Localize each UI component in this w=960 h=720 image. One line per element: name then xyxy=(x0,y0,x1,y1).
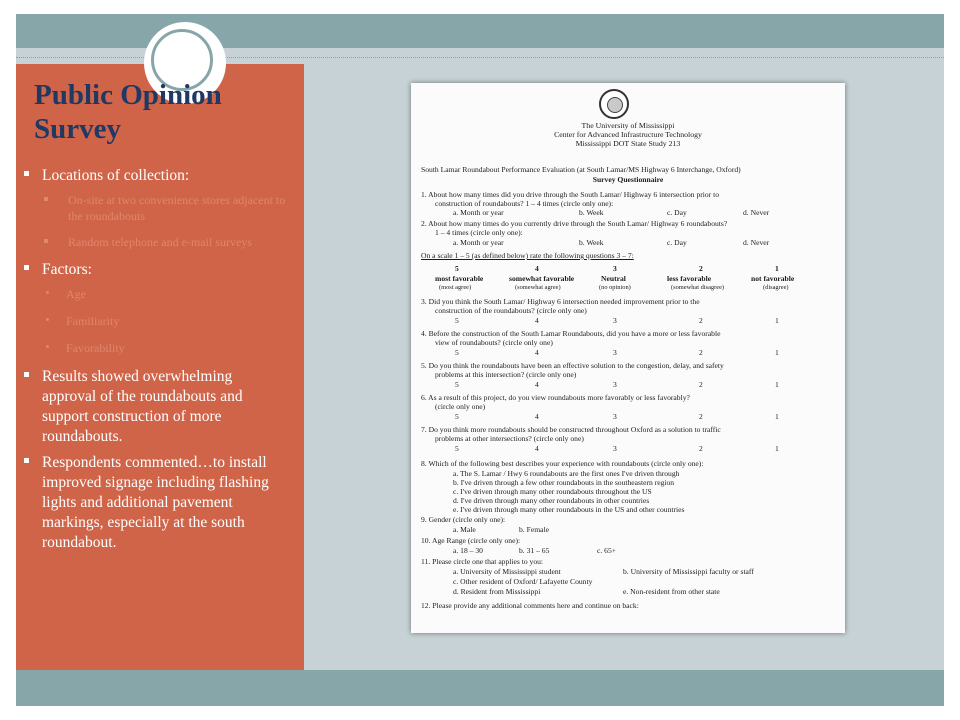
bullet-marker xyxy=(24,265,29,270)
question-text: view of roundabouts? (circle only one) xyxy=(435,338,553,347)
scale-sublabel: (most agree) xyxy=(439,284,472,291)
scale-number: 2 xyxy=(699,348,703,357)
sub-bullet: On-site at two convenience stores adjacent to the roundabouts xyxy=(24,192,286,224)
bullet-marker xyxy=(24,171,29,176)
scale-number: 4 xyxy=(535,316,539,325)
question-text: construction of roundabouts? 1 – 4 times (circle only one): xyxy=(435,199,614,208)
question-text: 11. Please circle one that applies to you: xyxy=(421,557,544,566)
bullet-respondents: Respondents commented…to install improved signage including flashing lights and additional pavement markings, especially at the south roundabout. xyxy=(24,453,286,553)
scale-sublabel: (somewhat disagree) xyxy=(671,284,725,291)
question-text: 7. Do you think more roundabouts should be constructed throughout Oxford as a solution to traffic xyxy=(421,425,721,434)
option: b. Week xyxy=(579,238,604,247)
option: d. I've driven through many other roundabouts in other countries xyxy=(453,496,650,505)
scale-sublabel: (somewhat agree) xyxy=(515,284,561,291)
option: a. Month or year xyxy=(453,208,504,217)
option: a. 18 – 30 xyxy=(453,546,483,555)
option: a. University of Mississippi student xyxy=(453,567,561,576)
scale-number: 2 xyxy=(699,264,703,273)
bullet-marker xyxy=(46,291,49,294)
option: c. Day xyxy=(667,238,687,247)
option: a. The S. Lamar / Hwy 6 roundabouts are the first ones I've driven through xyxy=(453,469,680,478)
scale-number: 1 xyxy=(775,348,779,357)
bullet-marker xyxy=(46,345,49,348)
bullet-results: Results showed overwhelming approval of the roundabouts and support construction of more roundabouts. xyxy=(24,367,286,447)
bullet-marker xyxy=(24,372,29,377)
scale-number: 5 xyxy=(455,264,459,273)
slide-title: Public Opinion Survey xyxy=(34,79,222,145)
question-text: 1. About how many times did you drive through the South Lamar/ Highway 6 intersection prior to xyxy=(421,190,720,199)
question-text: 10. Age Range (circle only one): xyxy=(421,536,521,545)
question-text: 8. Which of the following best describes your experience with roundabouts (circle only one): xyxy=(421,459,704,468)
scale-number: 4 xyxy=(535,444,539,453)
scale-label: somewhat favorable xyxy=(509,274,575,283)
option: b. 31 – 65 xyxy=(519,546,550,555)
scale-label: Neutral xyxy=(601,274,626,283)
bullet-marker xyxy=(24,458,29,463)
scale-intro: On a scale 1 – 5 (as defined below) rate the following questions 3 – 7: xyxy=(421,251,634,260)
scale-number: 5 xyxy=(455,444,459,453)
scale-number: 2 xyxy=(699,444,703,453)
question-text: problems at other intersections? (circle only one) xyxy=(435,434,584,443)
scale-number: 3 xyxy=(613,348,617,357)
scale-sublabel: (no opinion) xyxy=(599,284,631,291)
scale-number: 2 xyxy=(699,380,703,389)
option: c. Other resident of Oxford/ Lafayette County xyxy=(453,577,593,586)
scale-number: 5 xyxy=(455,316,459,325)
option: e. Non-resident from other state xyxy=(623,587,720,596)
scale-number: 1 xyxy=(775,380,779,389)
option: c. I've driven through many other roundabouts throughout the US xyxy=(453,487,652,496)
option: a. Month or year xyxy=(453,238,504,247)
scale-number: 1 xyxy=(775,264,779,273)
bullet-marker xyxy=(44,197,48,201)
question-text: problems at this intersection? (circle only one) xyxy=(435,370,577,379)
seal-center xyxy=(607,97,623,113)
bullet-locations: Locations of collection: xyxy=(24,166,286,186)
survey-questionnaire-image xyxy=(411,83,845,633)
survey-header-line: Center for Advanced Infrastructure Technology xyxy=(554,130,702,139)
scale-label: not favorable xyxy=(751,274,795,283)
university-seal-icon xyxy=(599,89,629,119)
option: b. I've driven through a few other roundabouts in the southeastern region xyxy=(453,478,675,487)
bullet-marker xyxy=(44,239,48,243)
bullet-list xyxy=(24,166,286,559)
question-text: 12. Please provide any additional comments here and continue on back: xyxy=(421,601,639,610)
scale-number: 4 xyxy=(535,348,539,357)
bullet-marker xyxy=(46,318,49,321)
scale-number: 3 xyxy=(613,316,617,325)
sub-bullet: Random telephone and e-mail surveys xyxy=(24,234,286,250)
scale-number: 4 xyxy=(535,412,539,421)
factor-item: Favorability xyxy=(24,340,286,356)
option: c. Day xyxy=(667,208,687,217)
option: a. Male xyxy=(453,525,476,534)
factor-item: Age xyxy=(24,286,286,302)
scale-number: 5 xyxy=(455,412,459,421)
option: b. Female xyxy=(519,525,549,534)
option: b. University of Mississippi faculty or staff xyxy=(623,567,754,576)
scale-number: 3 xyxy=(613,380,617,389)
question-text: 6. As a result of this project, do you view roundabouts more favorably or less favorably? xyxy=(421,393,690,402)
option: b. Week xyxy=(579,208,604,217)
question-text: 5. Do you think the roundabouts have been an effective solution to the congestion, delay, and safety xyxy=(421,361,724,370)
scale-number: 5 xyxy=(455,380,459,389)
scale-number: 2 xyxy=(699,316,703,325)
survey-header-line: The University of Mississippi xyxy=(581,121,675,130)
question-text: 2. About how many times do you currently drive through the South Lamar/ Highway 6 roundabouts? xyxy=(421,219,728,228)
question-text: construction of the roundabouts? (circle only one) xyxy=(435,306,587,315)
question-text: 9. Gender (circle only one): xyxy=(421,515,506,524)
scale-number: 1 xyxy=(775,412,779,421)
scale-number: 3 xyxy=(613,444,617,453)
scale-sublabel: (disagree) xyxy=(763,284,789,291)
bottom-band xyxy=(16,670,944,706)
option: d. Never xyxy=(743,208,770,217)
factor-item: Familiarity xyxy=(24,313,286,329)
question-text: 4. Before the construction of the South Lamar Roundabouts, did you have a more or less favorable xyxy=(421,329,721,338)
scale-number: 1 xyxy=(775,444,779,453)
scale-number: 2 xyxy=(699,412,703,421)
question-text: 3. Did you think the South Lamar/ Highway 6 intersection needed improvement prior to the xyxy=(421,297,700,306)
questionnaire-heading: Survey Questionnaire xyxy=(592,175,664,184)
option: c. 65+ xyxy=(597,546,617,555)
scale-number: 4 xyxy=(535,380,539,389)
scale-number: 3 xyxy=(613,264,617,273)
scale-label: less favorable xyxy=(667,274,712,283)
option: d. Never xyxy=(743,238,770,247)
question-text: 1 – 4 times (circle only one): xyxy=(435,228,523,237)
scale-number: 5 xyxy=(455,348,459,357)
scale-label: most favorable xyxy=(435,274,484,283)
option: d. Resident from Mississippi xyxy=(453,587,541,596)
scale-number: 3 xyxy=(613,412,617,421)
scale-number: 1 xyxy=(775,316,779,325)
study-title: South Lamar Roundabout Performance Evaluation (at South Lamar/MS Highway 6 Interchange, Oxford) xyxy=(421,165,741,174)
scale-number: 4 xyxy=(535,264,539,273)
bullet-factors: Factors: xyxy=(24,260,286,280)
option: e. I've driven through many other roundabouts in the US and other countries xyxy=(453,505,685,514)
survey-header-line: Mississippi DOT State Study 213 xyxy=(575,139,681,148)
question-text: (circle only one) xyxy=(435,402,486,411)
